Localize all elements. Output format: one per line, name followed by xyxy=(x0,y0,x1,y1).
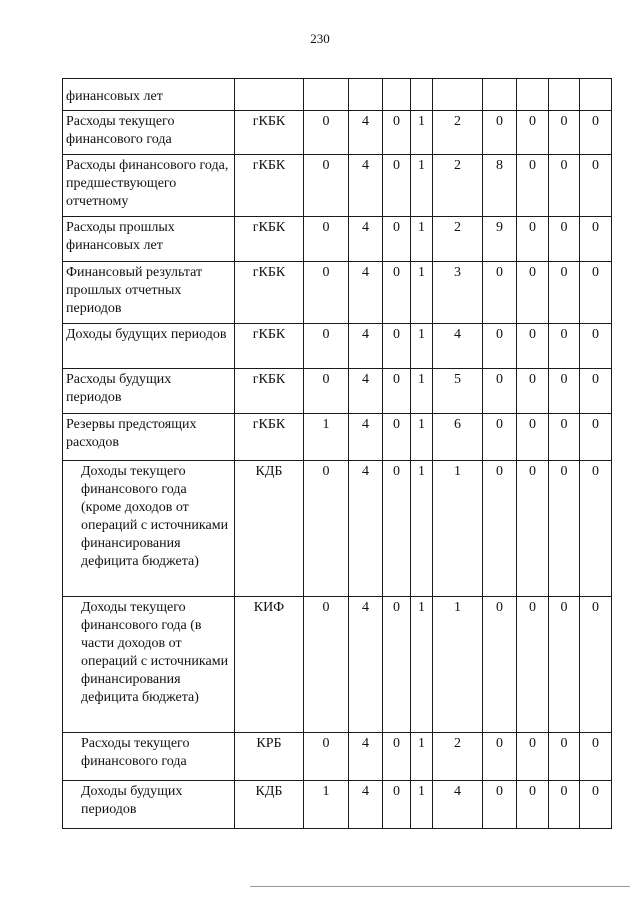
account-name-cell: Доходы будущих периодов xyxy=(63,324,235,369)
digit-cell-4: 1 xyxy=(411,414,433,461)
account-name-cell: Доходы текущего финансового года (кроме доходов от операций с источниками финансирования дефицита бюджета) xyxy=(63,461,235,597)
digit-cell-6: 0 xyxy=(483,414,517,461)
digit-cell-7: 0 xyxy=(517,324,549,369)
digit-cell-1: 0 xyxy=(304,733,349,781)
digit-cell-1: 0 xyxy=(304,262,349,324)
digit-cell-3: 0 xyxy=(383,369,411,414)
digit-cell-8 xyxy=(549,79,580,111)
digit-cell-7: 0 xyxy=(517,781,549,829)
digit-cell-6: 0 xyxy=(483,369,517,414)
digit-cell-9: 0 xyxy=(580,324,612,369)
digit-cell-9: 0 xyxy=(580,369,612,414)
digit-cell-3 xyxy=(383,79,411,111)
digit-cell-4: 1 xyxy=(411,324,433,369)
digit-cell-6: 0 xyxy=(483,733,517,781)
table-row xyxy=(63,111,612,155)
digit-cell-8: 0 xyxy=(549,597,580,733)
digit-cell-2: 4 xyxy=(349,461,383,597)
table-row xyxy=(63,324,612,369)
digit-cell-1: 1 xyxy=(304,414,349,461)
account-name-cell: Расходы будущих периодов xyxy=(63,369,235,414)
digit-cell-3: 0 xyxy=(383,781,411,829)
digit-cell-1 xyxy=(304,79,349,111)
code-type-cell xyxy=(235,79,304,111)
code-type-cell: гКБК xyxy=(235,155,304,217)
digit-cell-2: 4 xyxy=(349,414,383,461)
digit-cell-6: 0 xyxy=(483,262,517,324)
digit-cell-8: 0 xyxy=(549,414,580,461)
digit-cell-5: 2 xyxy=(433,111,483,155)
digit-cell-5: 3 xyxy=(433,262,483,324)
table-row xyxy=(63,369,612,414)
digit-cell-8: 0 xyxy=(549,111,580,155)
digit-cell-6: 0 xyxy=(483,461,517,597)
digit-cell-9: 0 xyxy=(580,111,612,155)
digit-cell-2 xyxy=(349,79,383,111)
digit-cell-4: 1 xyxy=(411,217,433,262)
code-type-cell: гКБК xyxy=(235,369,304,414)
digit-cell-8: 0 xyxy=(549,324,580,369)
digit-cell-5: 1 xyxy=(433,597,483,733)
digit-cell-7 xyxy=(517,79,549,111)
table-row xyxy=(63,461,612,597)
digit-cell-9: 0 xyxy=(580,733,612,781)
digit-cell-7: 0 xyxy=(517,414,549,461)
account-name-cell: Расходы текущего финансового года xyxy=(63,733,235,781)
digit-cell-7: 0 xyxy=(517,262,549,324)
digit-cell-6: 0 xyxy=(483,111,517,155)
code-type-cell: КДБ xyxy=(235,461,304,597)
digit-cell-4: 1 xyxy=(411,369,433,414)
digit-cell-8: 0 xyxy=(549,461,580,597)
digit-cell-9: 0 xyxy=(580,262,612,324)
digit-cell-4 xyxy=(411,79,433,111)
account-name-cell: Финансовый результат прошлых отчетных периодов xyxy=(63,262,235,324)
digit-cell-5: 5 xyxy=(433,369,483,414)
digit-cell-3: 0 xyxy=(383,733,411,781)
digit-cell-2: 4 xyxy=(349,111,383,155)
account-name-cell: Расходы текущего финансового года xyxy=(63,111,235,155)
table-row xyxy=(63,217,612,262)
table-row xyxy=(63,79,612,111)
digit-cell-5: 4 xyxy=(433,324,483,369)
digit-cell-9: 0 xyxy=(580,461,612,597)
digit-cell-2: 4 xyxy=(349,781,383,829)
digit-cell-7: 0 xyxy=(517,733,549,781)
digit-cell-4: 1 xyxy=(411,461,433,597)
digit-cell-3: 0 xyxy=(383,111,411,155)
code-type-cell: КДБ xyxy=(235,781,304,829)
digit-cell-8: 0 xyxy=(549,262,580,324)
table-row xyxy=(63,414,612,461)
digit-cell-3: 0 xyxy=(383,155,411,217)
code-type-cell: гКБК xyxy=(235,111,304,155)
digit-cell-8: 0 xyxy=(549,369,580,414)
table-row xyxy=(63,597,612,733)
digit-cell-2: 4 xyxy=(349,217,383,262)
digit-cell-5: 2 xyxy=(433,217,483,262)
digit-cell-9: 0 xyxy=(580,217,612,262)
digit-cell-7: 0 xyxy=(517,111,549,155)
code-type-cell: гКБК xyxy=(235,414,304,461)
digit-cell-3: 0 xyxy=(383,597,411,733)
digit-cell-7: 0 xyxy=(517,217,549,262)
digit-cell-5: 2 xyxy=(433,733,483,781)
code-type-cell: КРБ xyxy=(235,733,304,781)
digit-cell-2: 4 xyxy=(349,262,383,324)
digit-cell-3: 0 xyxy=(383,414,411,461)
digit-cell-4: 1 xyxy=(411,111,433,155)
digit-cell-3: 0 xyxy=(383,324,411,369)
code-type-cell: гКБК xyxy=(235,217,304,262)
digit-cell-6: 8 xyxy=(483,155,517,217)
digit-cell-5: 4 xyxy=(433,781,483,829)
digit-cell-8: 0 xyxy=(549,217,580,262)
digit-cell-8: 0 xyxy=(549,733,580,781)
digit-cell-4: 1 xyxy=(411,597,433,733)
code-type-cell: КИФ xyxy=(235,597,304,733)
code-type-cell: гКБК xyxy=(235,262,304,324)
bottom-rule xyxy=(250,886,630,887)
digit-cell-1: 0 xyxy=(304,369,349,414)
account-name-cell: Доходы текущего финансового года (в части доходов от операций с источниками финансирования дефицита бюджета) xyxy=(63,597,235,733)
digit-cell-6: 0 xyxy=(483,781,517,829)
code-type-cell: гКБК xyxy=(235,324,304,369)
digit-cell-5: 2 xyxy=(433,155,483,217)
digit-cell-8: 0 xyxy=(549,781,580,829)
digit-cell-6: 0 xyxy=(483,324,517,369)
table-row xyxy=(63,262,612,324)
digit-cell-2: 4 xyxy=(349,369,383,414)
digit-cell-1: 0 xyxy=(304,111,349,155)
digit-cell-1: 0 xyxy=(304,461,349,597)
digit-cell-3: 0 xyxy=(383,262,411,324)
digit-cell-4: 1 xyxy=(411,155,433,217)
account-name-cell: Резервы предстоящих расходов xyxy=(63,414,235,461)
digit-cell-6 xyxy=(483,79,517,111)
account-name-cell: Доходы будущих периодов xyxy=(63,781,235,829)
digit-cell-6: 0 xyxy=(483,597,517,733)
account-name-cell: Расходы финансового года, предшествующего отчетному xyxy=(63,155,235,217)
digit-cell-1: 0 xyxy=(304,597,349,733)
digit-cell-9: 0 xyxy=(580,414,612,461)
digit-cell-4: 1 xyxy=(411,733,433,781)
digit-cell-4: 1 xyxy=(411,781,433,829)
digit-cell-5: 6 xyxy=(433,414,483,461)
digit-cell-2: 4 xyxy=(349,155,383,217)
digit-cell-4: 1 xyxy=(411,262,433,324)
digit-cell-1: 0 xyxy=(304,324,349,369)
digit-cell-5 xyxy=(433,79,483,111)
digit-cell-2: 4 xyxy=(349,597,383,733)
digit-cell-3: 0 xyxy=(383,217,411,262)
account-name-cell: Расходы прошлых финансовых лет xyxy=(63,217,235,262)
digit-cell-1: 1 xyxy=(304,781,349,829)
page-number: 230 xyxy=(310,31,330,46)
table-row xyxy=(63,781,612,829)
digit-cell-6: 9 xyxy=(483,217,517,262)
table-row xyxy=(63,155,612,217)
digit-cell-8: 0 xyxy=(549,155,580,217)
digit-cell-1: 0 xyxy=(304,155,349,217)
digit-cell-7: 0 xyxy=(517,155,549,217)
digit-cell-2: 4 xyxy=(349,324,383,369)
digit-cell-2: 4 xyxy=(349,733,383,781)
account-codes-table xyxy=(62,78,612,829)
digit-cell-9: 0 xyxy=(580,155,612,217)
digit-cell-5: 1 xyxy=(433,461,483,597)
digit-cell-7: 0 xyxy=(517,597,549,733)
account-name-cell: финансовых лет xyxy=(63,79,235,111)
digit-cell-9: 0 xyxy=(580,781,612,829)
digit-cell-7: 0 xyxy=(517,461,549,597)
table-body xyxy=(63,79,612,829)
digit-cell-9 xyxy=(580,79,612,111)
digit-cell-1: 0 xyxy=(304,217,349,262)
digit-cell-7: 0 xyxy=(517,369,549,414)
digit-cell-3: 0 xyxy=(383,461,411,597)
digit-cell-9: 0 xyxy=(580,597,612,733)
table-row xyxy=(63,733,612,781)
